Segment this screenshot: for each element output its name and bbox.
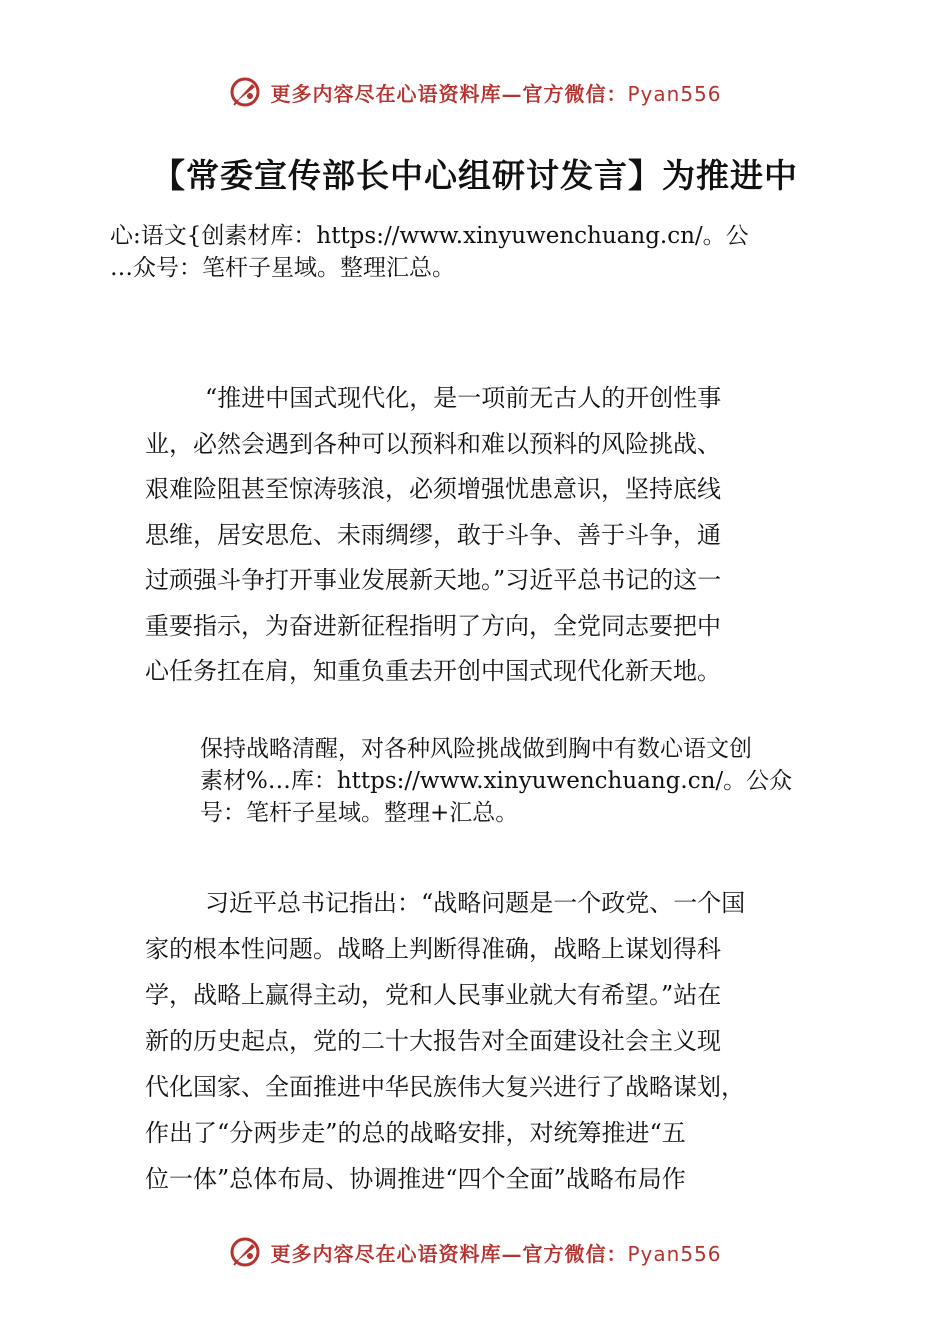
subtitle [110, 220, 749, 284]
paragraph-line: 重要指示，为奋进新征程指明了方向，全党同志要把中 [145, 611, 721, 640]
header-watermark [0, 72, 950, 112]
section-heading-line: 保持战略清醒，对各种风险挑战做到胸中有数心语文创 [200, 736, 752, 762]
watermark-wechat-id: Pyan556 [627, 1241, 722, 1266]
watermark-label: 更多内容尽在心语资料库—官方微信： [270, 81, 628, 106]
paragraph-line: “推进中国式现代化，是一项前无古人的开创性事 [205, 384, 722, 412]
paragraph-strategy [145, 880, 745, 1202]
paragraph-line: 新的历史起点，党的二十大报告对全面建设社会主义现 [145, 1027, 721, 1055]
watermark-wechat-id: Pyan556 [627, 81, 722, 106]
paragraph-line: 思维，居安思危、未雨绸缪，敢于斗争、善于斗争，通 [145, 520, 721, 549]
paragraph-intro [145, 376, 721, 695]
section-heading-line: 素材%…库：https://www.xinyuwenchuang.cn/。公众 [200, 768, 793, 794]
paragraph-line: 习近平总书记指出：“战略问题是一个政党、一个国 [205, 889, 746, 917]
paragraph-line: 艰难险阻甚至惊涛骇浪，必须增强忧患意识，坚持底线 [145, 475, 721, 503]
section-heading [200, 733, 792, 829]
paragraph-line: 过顽强斗争打开事业发展新天地。”习近平总书记的这一 [145, 566, 722, 594]
section-heading-line: 号：笔杆子星域。整理+汇总。 [200, 800, 519, 826]
paragraph-line: 学，战略上赢得主动，党和人民事业就大有希望。”站在 [145, 981, 722, 1009]
paragraph-line: 作出了“分两步走”的总的战略安排，对统筹推进“五 [145, 1119, 686, 1147]
watermark-label: 更多内容尽在心语资料库—官方微信： [270, 1241, 628, 1266]
subtitle-line: …众号：笔杆子星域。整理汇总。 [110, 255, 455, 281]
quill-pen-logo-icon [228, 1235, 262, 1269]
quill-pen-logo-icon [228, 75, 262, 109]
paragraph-line: 家的根本性问题。战略上判断得准确，战略上谋划得科 [145, 935, 721, 963]
watermark-text [270, 78, 721, 107]
paragraph-line: 位一体”总体布局、协调推进“四个全面”战略布局作 [145, 1165, 686, 1193]
footer-watermark [0, 1232, 950, 1272]
watermark-text [270, 1238, 721, 1267]
page-title: 【常委宣传部长中心组研讨发言】为推进中 [152, 156, 798, 195]
paragraph-line: 心任务扛在肩，知重负重去开创中国式现代化新天地。 [145, 657, 721, 685]
paragraph-line: 代化国家、全面推进中华民族伟大复兴进行了战略谋划， [145, 1073, 745, 1101]
paragraph-line: 业，必然会遇到各种可以预料和难以预料的风险挑战、 [145, 429, 721, 458]
subtitle-line: 心:语文{创素材库：https://www.xinyuwenchuang.cn/。公 [110, 223, 749, 249]
